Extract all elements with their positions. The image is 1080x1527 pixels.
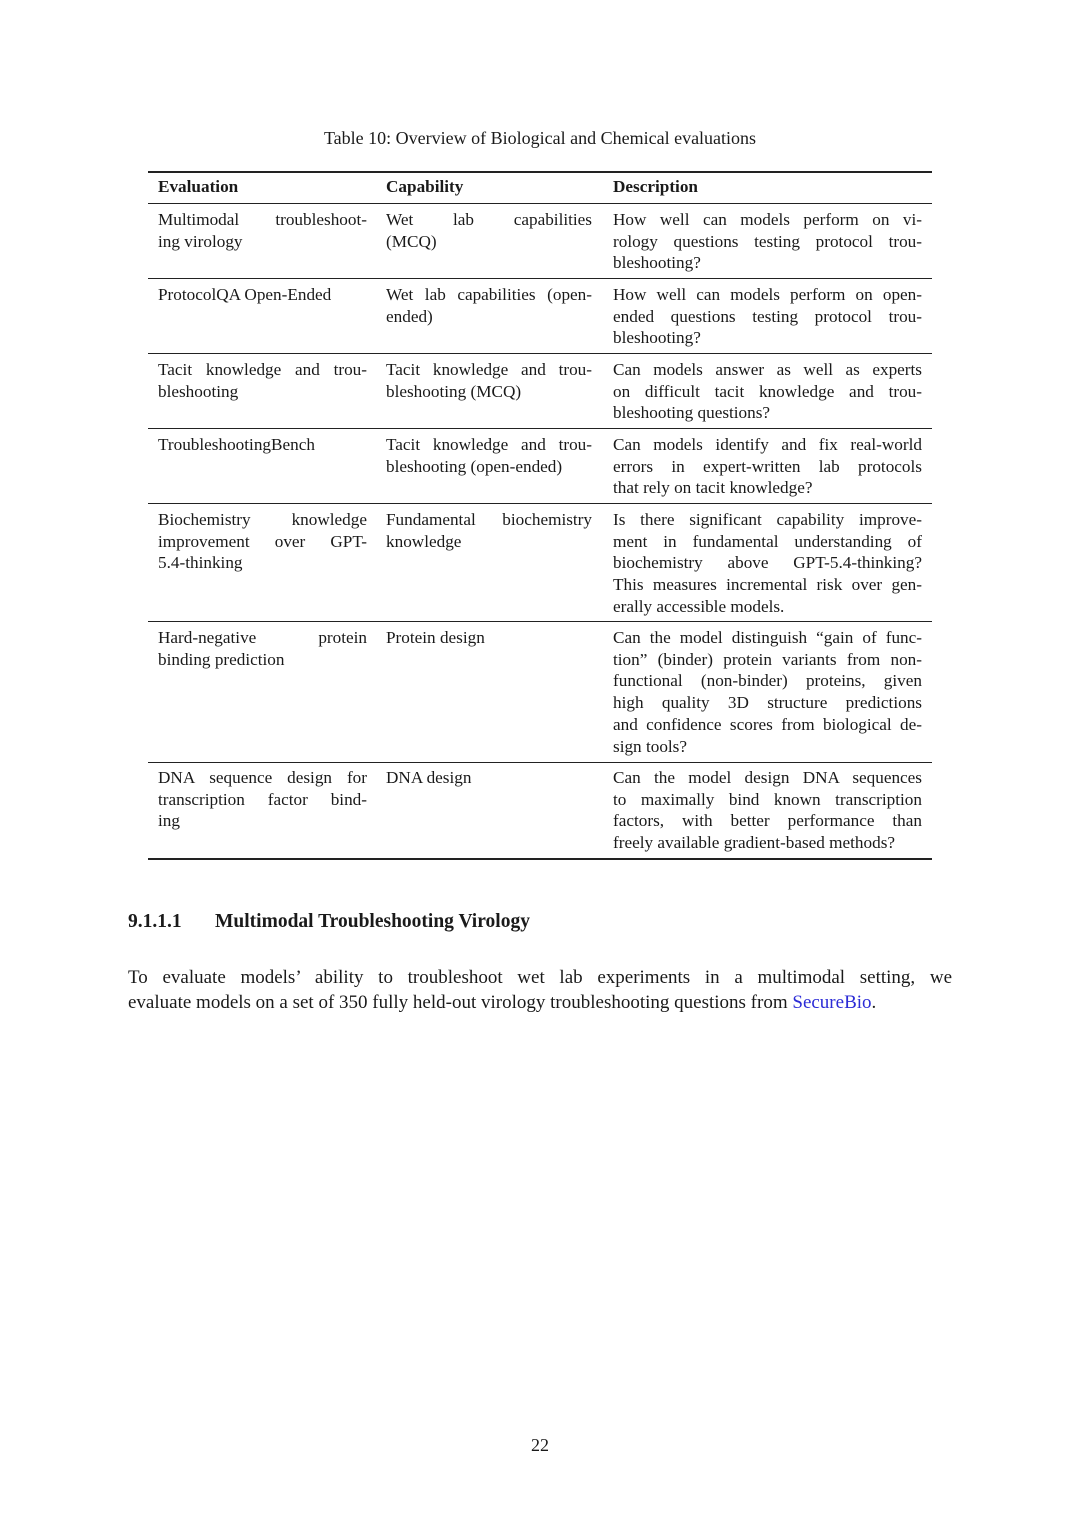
cell-line: bleshooting questions?	[613, 403, 771, 423]
section-number: 9.1.1.1	[128, 911, 182, 932]
cell-line: tion” (binder) protein variants from non-	[613, 649, 922, 669]
cell-line: This measures incremental risk over gen-	[613, 575, 922, 595]
evaluation-cell	[158, 767, 367, 832]
cell-line: DNA design	[386, 768, 472, 787]
body-paragraph	[128, 966, 952, 1015]
cell-line: transcription factor bind-	[158, 789, 367, 809]
table-top-rule	[148, 171, 932, 173]
cell-line: ProtocolQA Open-Ended	[158, 285, 332, 304]
evaluation-cell	[158, 509, 367, 574]
cell-line: on difficult tacit knowledge and trou-	[613, 381, 922, 401]
page-number: 22	[531, 1435, 549, 1455]
cell-line: factors, with better performance than	[613, 811, 922, 831]
cell-line: improvement over GPT-	[158, 531, 367, 551]
paragraph-end: .	[871, 991, 877, 1013]
description-cell	[613, 284, 922, 349]
table-bottom-rule	[148, 858, 932, 860]
cell-line: Multimodal troubleshoot-	[158, 210, 367, 229]
cell-line: erally accessible models.	[613, 596, 785, 616]
cell-line: Tacit knowledge and trou-	[386, 360, 592, 379]
cell-line: Can the model distinguish “gain of func-	[613, 628, 922, 647]
cell-line: Tacit knowledge and trou-	[158, 360, 367, 379]
evaluation-cell	[158, 284, 367, 306]
capability-cell	[386, 627, 592, 649]
description-cell	[613, 767, 922, 854]
cell-line: bleshooting	[158, 381, 239, 401]
description-cell	[613, 434, 922, 499]
cell-line: biochemistry above GPT-5.4-thinking?	[613, 553, 922, 573]
capability-cell	[386, 209, 592, 252]
row-rule	[148, 278, 932, 279]
cell-line: (MCQ)	[386, 231, 437, 251]
description-cell	[613, 627, 922, 757]
capability-cell	[386, 767, 592, 789]
cell-line: Wet lab capabilities	[386, 210, 592, 229]
cell-line: Fundamental biochemistry	[386, 510, 592, 529]
header-rule	[148, 203, 932, 204]
cell-line: Wet lab capabilities (open-	[386, 285, 592, 304]
cell-line: Is there significant capability improve-	[613, 510, 922, 529]
cell-line: knowledge	[386, 531, 462, 551]
row-rule	[148, 503, 932, 504]
cell-line: freely available gradient-based methods?	[613, 833, 896, 853]
evaluation-cell	[158, 209, 367, 252]
row-rule	[148, 353, 932, 354]
cell-line: high quality 3D structure predictions	[613, 693, 922, 713]
header-evaluation: Evaluation	[158, 177, 239, 196]
description-cell	[613, 209, 922, 274]
cell-line: sign tools?	[613, 736, 688, 756]
section-heading	[128, 911, 530, 933]
cell-line: DNA sequence design for	[158, 768, 367, 787]
capability-cell	[386, 359, 592, 402]
row-rule	[148, 621, 932, 622]
cell-line: Can models identify and fix real-world	[613, 435, 922, 454]
capability-cell	[386, 284, 592, 327]
cell-line: Can the model design DNA sequences	[613, 768, 922, 787]
cell-line: How well can models perform on open-	[613, 285, 922, 304]
cell-line: ing virology	[158, 231, 243, 251]
cell-line: to maximally bind known transcription	[613, 789, 922, 809]
cell-line: bleshooting?	[613, 328, 701, 348]
cell-line: Tacit knowledge and trou-	[386, 435, 592, 454]
row-rule	[148, 428, 932, 429]
securebio-link[interactable]: SecureBio	[792, 991, 872, 1013]
capability-cell	[386, 434, 592, 477]
paragraph-text: evaluate models on a set of 350 fully held-out virology troubleshooting questions from	[128, 991, 793, 1013]
cell-line: errors in expert-written lab protocols	[613, 456, 922, 476]
cell-line: ing	[158, 811, 180, 831]
cell-line: bleshooting (MCQ)	[386, 381, 522, 401]
cell-line: TroubleshootingBench	[158, 435, 315, 454]
cell-line: Hard-negative protein	[158, 628, 367, 647]
cell-line: functional (non-binder) proteins, given	[613, 671, 922, 691]
cell-line: that rely on tacit knowledge?	[613, 478, 813, 498]
paragraph-line: To evaluate models’ ability to troubleshoot wet lab experiments in a multimodal setting, we	[128, 967, 952, 988]
cell-line: Can models answer as well as experts	[613, 360, 922, 379]
cell-line: ment in fundamental understanding of	[613, 531, 922, 551]
cell-line: Biochemistry knowledge	[158, 510, 367, 529]
cell-line: rology questions testing protocol trou-	[613, 231, 922, 251]
paragraph-line	[128, 991, 952, 1016]
cell-line: binding prediction	[158, 649, 285, 669]
cell-line: and confidence scores from biological de-	[613, 714, 922, 734]
evaluation-cell	[158, 627, 367, 670]
description-cell	[613, 359, 922, 424]
section-title: Multimodal Troubleshooting Virology	[215, 911, 530, 932]
header-description: Description	[613, 177, 698, 196]
cell-line: Protein design	[386, 628, 485, 647]
description-cell	[613, 509, 922, 618]
evaluation-cell	[158, 434, 367, 456]
cell-line: How well can models perform on vi-	[613, 210, 922, 229]
cell-line: bleshooting (open-ended)	[386, 456, 563, 476]
table-caption: Table 10: Overview of Biological and Chemical evaluations	[323, 128, 757, 148]
row-rule	[148, 762, 932, 763]
capability-cell	[386, 509, 592, 552]
cell-line: bleshooting?	[613, 253, 701, 273]
cell-line: ended questions testing protocol trou-	[613, 306, 922, 326]
header-capability: Capability	[386, 177, 464, 196]
evaluation-cell	[158, 359, 367, 402]
cell-line: 5.4-thinking	[158, 553, 243, 573]
cell-line: ended)	[386, 306, 433, 326]
